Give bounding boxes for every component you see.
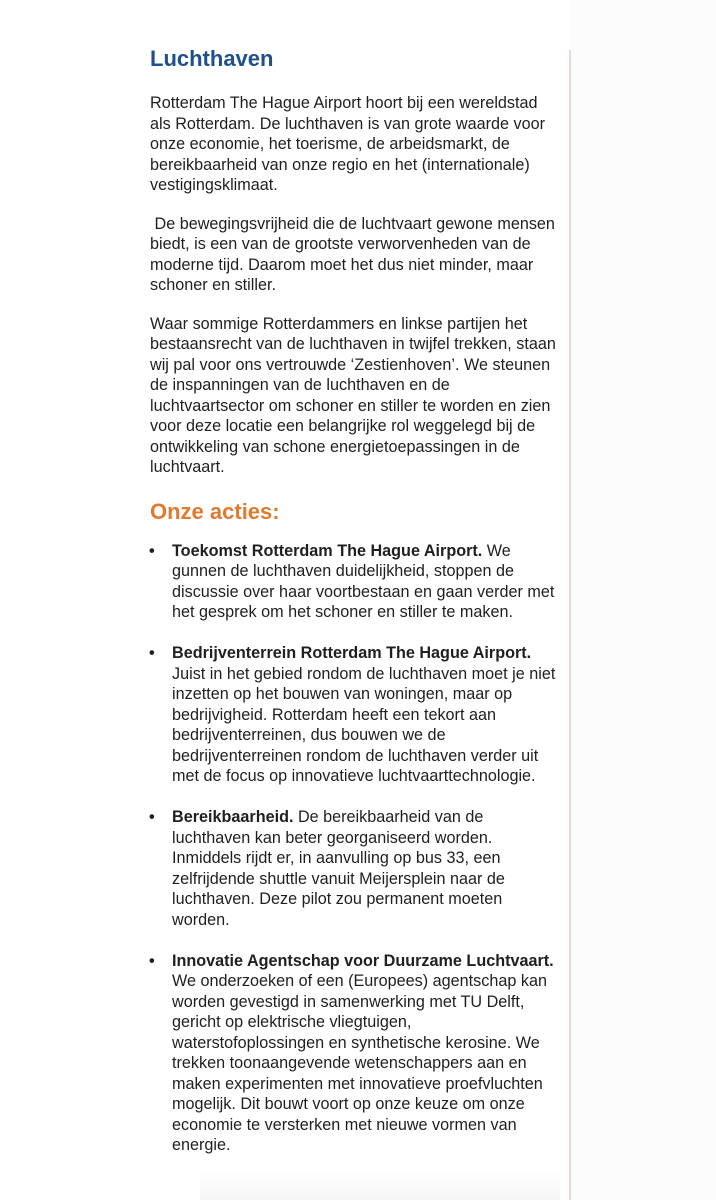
page-content: [150, 44, 560, 1176]
freedom-paragraph: De bewegingsvrijheid die de luchtvaart gewone mensen biedt, is een van de grootste verworvenheden van de moderne tijd. Daarom moet het dus niet minder, maar schoner en stiller.: [150, 214, 560, 294]
action-item-innovation-agency: [150, 951, 560, 1156]
action-text: De bereikbaarheid van de luchthaven kan beter georganiseerd worden. Inmiddels rijdt er, in aanvulling op bus 33, een zelfrijdende shuttle vanuit Meijersplein naar de luchthaven. Deze pilot zou permanent moeten worden.: [172, 808, 505, 929]
actions-title: Onze acties:: [150, 498, 280, 524]
actions-list: [150, 541, 560, 1156]
section-title: Luchthaven: [150, 46, 274, 71]
margin-divider: [569, 50, 571, 1200]
bullet-icon: •: [149, 951, 155, 970]
support-paragraph: Waar sommige Rotterdammers en linkse partijen het bestaansrecht van de luchthaven in twijfel trekken, staan wij pal voor ons vertrouwde ‘Zestienhoven’. We steunen de inspanningen van de luchthaven en de luchtvaartsector om schoner en stiller te worden en zien voor deze locatie een belangrijke rol weggelegd bij de ontwikkeling van schone energietoepassingen in de luchtvaart.: [150, 314, 556, 476]
action-lead: Toekomst Rotterdam The Hague Airport.: [172, 541, 483, 560]
bullet-icon: •: [149, 541, 155, 560]
bullet-icon: •: [149, 808, 155, 826]
action-item-accessibility: [150, 807, 560, 930]
action-lead: Bedrijventerrein Rotterdam The Hague Airport.: [172, 644, 532, 662]
intro-paragraph: Rotterdam The Hague Airport hoort bij een wereldstad als Rotterdam. De luchthaven is van grote waarde voor onze economie, het toerisme, de arbeidsmarkt, de bereikbaarheid van onze regio en het (internationale) vestigingsklimaat.: [150, 94, 545, 194]
action-lead: Bereikbaarheid.: [172, 808, 294, 826]
action-text: We gunnen de luchthaven duidelijkheid, stoppen de discussie over haar voortbestaan en gaan verder met het gesprek om het schoner en stiller te maken.: [172, 541, 555, 621]
bullet-icon: •: [149, 644, 155, 662]
action-item-business-park: [150, 643, 560, 787]
action-text: We onderzoeken of een (Europees) agentschap kan worden gevestigd in samenwerking met TU Delft, gericht op elektrische vliegtuigen, waterstofoplossingen en synthetische kerosine. We trekken toonaangevende wetenschappers aan en maken experimenten met innovatieve proefvluchten mogelijk. Dit bouwt voort op onze keuze om onze economie te versterken met nieuwe vormen van energie.: [172, 972, 547, 1154]
action-text: Juist in het gebied rondom de luchthaven moet je niet inzetten op het bouwen van woningen, maar op bedrijvigheid. Rotterdam heeft een tekort aan bedrijventerreinen, dus bouwen we de bedrijventerreinen rondom de luchthaven verder uit met de focus op innovatieve luchtvaarttechnologie.: [172, 664, 556, 785]
action-item-future: [150, 541, 560, 623]
page-margin: [571, 0, 716, 1200]
action-lead: Innovatie Agentschap voor Duurzame Luchtvaart.: [172, 951, 554, 970]
